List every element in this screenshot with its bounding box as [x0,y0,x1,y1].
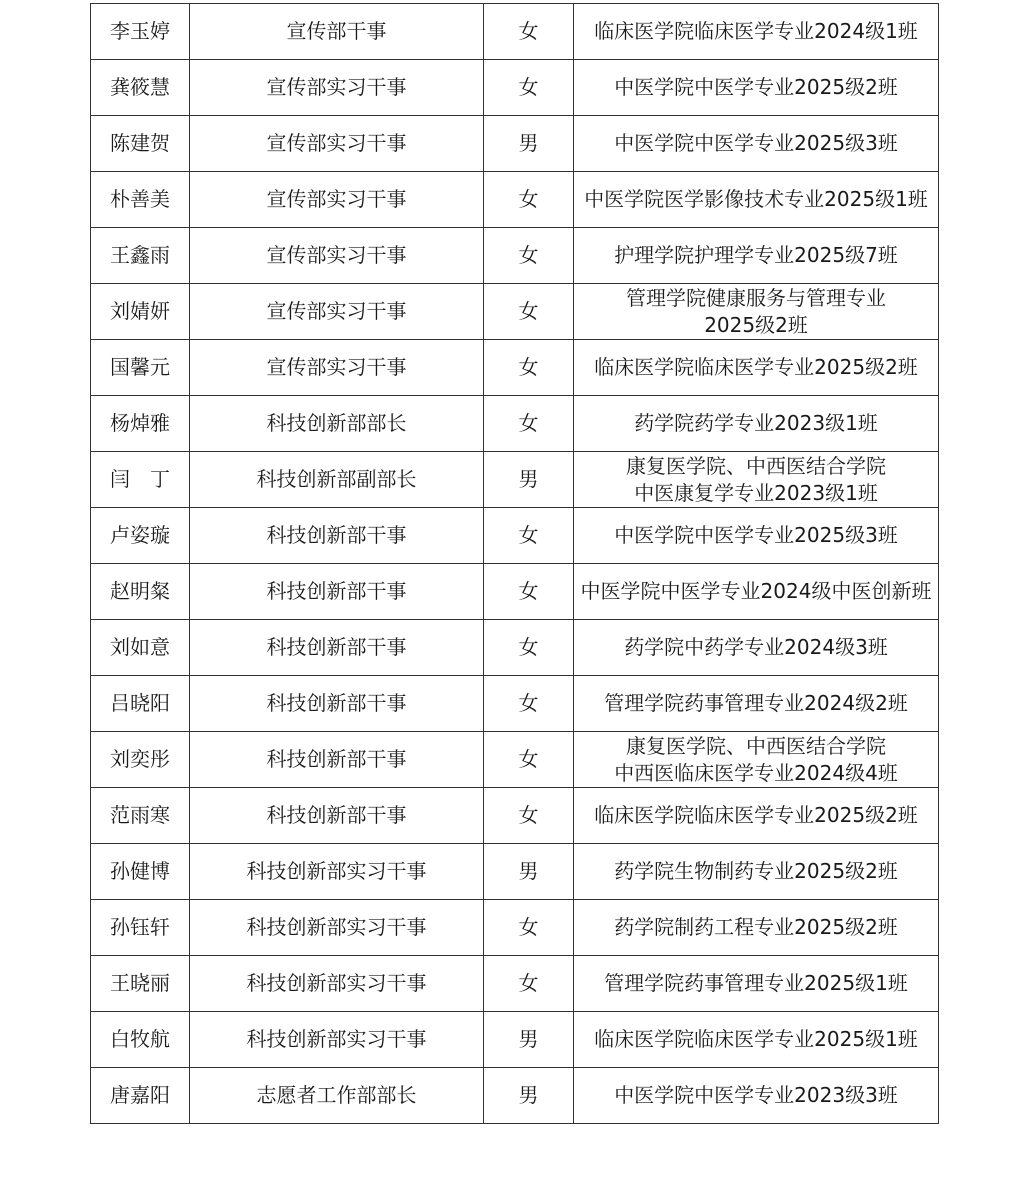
member-role-cell [190,340,484,396]
member-class-text: 康复医学院、中西医结合学院 中医康复学专业2023级1班 [626,453,886,505]
table-row [91,732,939,788]
member-gender-text: 女 [518,355,539,379]
member-role-text: 科技创新部干事 [266,635,407,659]
member-name-cell [91,508,190,564]
member-name-text: 刘奕彤 [110,747,170,771]
member-name-cell [91,340,190,396]
member-class-text: 管理学院健康服务与管理专业 2025级2班 [626,285,886,337]
table-row [91,4,939,60]
member-name-cell [91,676,190,732]
table-row [91,620,939,676]
member-name-cell [91,452,190,508]
table-row [91,844,939,900]
member-name-cell [91,1012,190,1068]
roster-body [91,4,939,1124]
member-role-text: 科技创新部干事 [266,579,407,603]
member-name-cell [91,228,190,284]
member-gender-cell [484,396,574,452]
member-gender-cell [484,4,574,60]
member-gender-cell [484,284,574,340]
member-class-cell [574,900,939,956]
member-class-cell [574,788,939,844]
member-name-text: 唐嘉阳 [110,1083,170,1107]
table-row [91,900,939,956]
table-row [91,116,939,172]
member-role-cell [190,452,484,508]
member-class-cell [574,564,939,620]
member-class-cell [574,1068,939,1124]
member-role-text: 宣传部实习干事 [266,299,407,323]
member-class-text: 中医学院中医学专业2025级3班 [614,131,898,155]
member-class-text: 药学院中药学专业2024级3班 [624,635,888,659]
member-role-cell [190,1012,484,1068]
member-gender-cell [484,676,574,732]
member-class-text: 药学院药学专业2023级1班 [634,411,878,435]
table-row [91,788,939,844]
table-row [91,508,939,564]
member-role-cell [190,396,484,452]
member-gender-cell [484,340,574,396]
member-role-text: 科技创新部干事 [266,691,407,715]
member-class-text: 中医学院中医学专业2025级2班 [614,75,898,99]
member-class-text: 中医学院中医学专业2025级3班 [614,523,898,547]
member-class-text: 药学院生物制药专业2025级2班 [614,859,898,883]
member-class-text: 临床医学院临床医学专业2025级2班 [594,803,918,827]
table-row [91,564,939,620]
member-role-cell [190,956,484,1012]
table-row [91,228,939,284]
member-name-text: 李玉婷 [110,19,170,43]
member-role-text: 宣传部实习干事 [266,187,407,211]
member-role-text: 科技创新部实习干事 [246,859,427,883]
member-role-text: 科技创新部实习干事 [246,915,427,939]
table-row [91,956,939,1012]
member-class-cell [574,60,939,116]
member-role-text: 科技创新部实习干事 [246,971,427,995]
table-row [91,676,939,732]
member-name-cell [91,620,190,676]
table-row [91,284,939,340]
member-class-text: 管理学院药事管理专业2025级1班 [604,971,908,995]
member-name-cell [91,172,190,228]
member-class-cell [574,1012,939,1068]
table-row [91,1068,939,1124]
member-name-text: 白牧航 [110,1027,170,1051]
member-gender-text: 男 [518,1083,539,1107]
member-role-cell [190,284,484,340]
member-gender-cell [484,228,574,284]
member-class-text: 中医学院医学影像技术专业2025级1班 [584,187,928,211]
member-role-text: 志愿者工作部部长 [256,1083,417,1107]
member-name-text: 王鑫雨 [110,243,170,267]
member-gender-cell [484,564,574,620]
member-role-text: 宣传部实习干事 [266,131,407,155]
member-gender-text: 男 [518,859,539,883]
member-name-text: 朴善美 [110,187,170,211]
member-role-text: 科技创新部干事 [266,523,407,547]
member-class-text: 管理学院药事管理专业2024级2班 [604,691,908,715]
member-class-text: 中医学院中医学专业2024级中医创新班 [580,579,932,603]
member-role-cell [190,1068,484,1124]
member-class-cell [574,4,939,60]
member-gender-cell [484,900,574,956]
member-name-cell [91,284,190,340]
member-gender-text: 男 [518,467,539,491]
member-gender-cell [484,844,574,900]
member-class-cell [574,396,939,452]
member-class-cell [574,956,939,1012]
member-role-cell [190,788,484,844]
member-name-text: 卢姿璇 [110,523,170,547]
member-class-text: 中医学院中医学专业2023级3班 [614,1083,898,1107]
member-gender-text: 女 [518,747,539,771]
member-name-cell [91,788,190,844]
member-class-cell [574,452,939,508]
member-class-text: 临床医学院临床医学专业2024级1班 [594,19,918,43]
member-role-cell [190,508,484,564]
member-gender-text: 女 [518,75,539,99]
member-role-text: 科技创新部干事 [266,747,407,771]
member-name-text: 孙钰轩 [110,915,170,939]
table-row [91,172,939,228]
member-role-cell [190,228,484,284]
member-role-cell [190,844,484,900]
member-class-cell [574,284,939,340]
member-role-cell [190,732,484,788]
member-role-text: 宣传部实习干事 [266,243,407,267]
member-gender-cell [484,732,574,788]
member-class-cell [574,732,939,788]
member-gender-text: 男 [518,131,539,155]
member-gender-text: 女 [518,523,539,547]
table-row [91,452,939,508]
member-gender-cell [484,1012,574,1068]
member-roster-table [90,3,939,1124]
member-name-text: 刘婧妍 [110,299,170,323]
member-class-cell [574,844,939,900]
member-class-text: 康复医学院、中西医结合学院 中西医临床医学专业2024级4班 [614,733,898,785]
member-role-cell [190,564,484,620]
member-class-text: 药学院制药工程专业2025级2班 [614,915,898,939]
member-gender-cell [484,788,574,844]
member-role-cell [190,676,484,732]
member-role-text: 宣传部实习干事 [266,75,407,99]
table-row [91,1012,939,1068]
member-gender-text: 女 [518,299,539,323]
member-gender-text: 女 [518,915,539,939]
member-role-cell [190,900,484,956]
member-class-cell [574,340,939,396]
member-name-cell [91,1068,190,1124]
member-role-text: 科技创新部部长 [266,411,407,435]
member-gender-cell [484,172,574,228]
member-name-text: 国馨元 [110,355,170,379]
table-row [91,340,939,396]
member-role-text: 宣传部干事 [286,19,387,43]
member-class-text: 护理学院护理学专业2025级7班 [614,243,898,267]
member-gender-cell [484,60,574,116]
member-role-text: 科技创新部干事 [266,803,407,827]
member-gender-cell [484,452,574,508]
member-role-cell [190,620,484,676]
member-gender-text: 女 [518,635,539,659]
member-name-text: 杨焯雅 [110,411,170,435]
member-role-text: 宣传部实习干事 [266,355,407,379]
member-name-text: 龚筱慧 [110,75,170,99]
member-class-cell [574,620,939,676]
member-name-cell [91,60,190,116]
member-name-cell [91,956,190,1012]
member-role-text: 科技创新部实习干事 [246,1027,427,1051]
member-gender-text: 女 [518,971,539,995]
member-gender-cell [484,620,574,676]
member-role-cell [190,172,484,228]
member-gender-cell [484,116,574,172]
table-row [91,396,939,452]
member-name-cell [91,116,190,172]
member-name-cell [91,396,190,452]
member-gender-cell [484,1068,574,1124]
member-gender-text: 女 [518,411,539,435]
member-class-cell [574,676,939,732]
member-name-text: 陈建贺 [110,131,170,155]
member-gender-cell [484,508,574,564]
member-role-text: 科技创新部副部长 [256,467,417,491]
member-name-text: 吕晓阳 [110,691,170,715]
member-gender-text: 女 [518,691,539,715]
member-class-cell [574,172,939,228]
member-gender-text: 男 [518,1027,539,1051]
member-gender-text: 女 [518,187,539,211]
member-name-text: 闫 丁 [110,467,170,491]
member-class-cell [574,116,939,172]
member-name-cell [91,844,190,900]
member-gender-text: 女 [518,19,539,43]
member-name-text: 赵明粲 [110,579,170,603]
member-role-cell [190,4,484,60]
member-gender-text: 女 [518,579,539,603]
member-name-text: 王晓丽 [110,971,170,995]
member-name-text: 孙健博 [110,859,170,883]
member-class-text: 临床医学院临床医学专业2025级2班 [594,355,918,379]
member-name-cell [91,564,190,620]
member-gender-cell [484,956,574,1012]
member-class-text: 临床医学院临床医学专业2025级1班 [594,1027,918,1051]
member-gender-text: 女 [518,803,539,827]
table-row [91,60,939,116]
member-name-cell [91,900,190,956]
member-gender-text: 女 [518,243,539,267]
member-name-cell [91,732,190,788]
member-name-text: 刘如意 [110,635,170,659]
member-name-text: 范雨寒 [110,803,170,827]
member-class-cell [574,228,939,284]
member-name-cell [91,4,190,60]
member-class-cell [574,508,939,564]
member-role-cell [190,60,484,116]
member-role-cell [190,116,484,172]
